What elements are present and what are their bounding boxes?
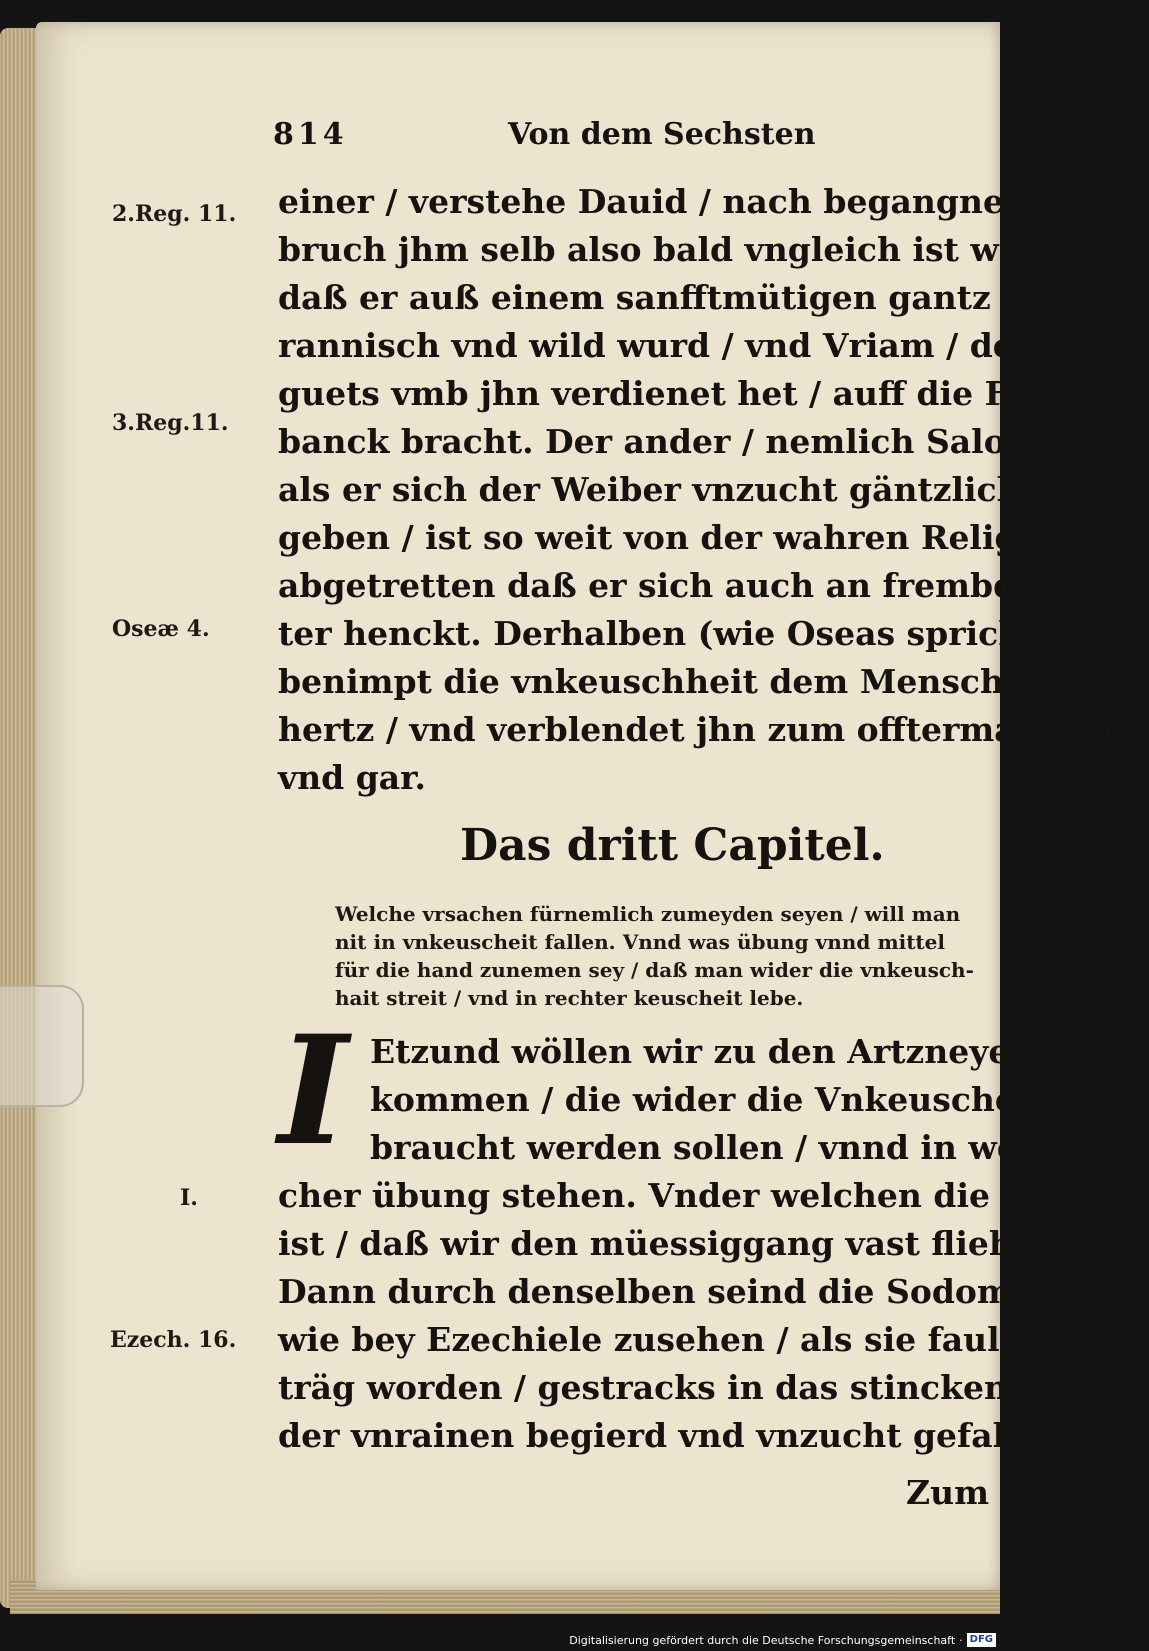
text-line: rannisch vnd wild wurd / vnd Vriam / der vil (278, 326, 1087, 365)
summary-line: nit in vnkeuscheit fallen. Vnnd was übung vnnd mittel (335, 930, 945, 954)
chapter-title: Das dritt Capitel. (460, 820, 885, 871)
running-title: Von dem Sechsten (508, 117, 816, 152)
text-line: bruch jhm selb also bald vngleich ist worden / (278, 230, 1130, 269)
text-line: kommen / die wider die Vnkeuscheit ge- (370, 1080, 1113, 1119)
page-number: 814 (273, 117, 348, 152)
text-line: abgetretten daß er sich auch an frembde Göt- (278, 566, 1128, 605)
summary-line: Welche vrsachen fürnemlich zumeyden seyen / will man (335, 902, 961, 926)
credit-text: Digitalisierung gefördert durch die Deutsche Forschungsgemeinschaft (569, 1633, 956, 1647)
page-clip (0, 985, 84, 1107)
text-line: wie bey Ezechiele zusehen / als sie faul vnnd (278, 1320, 1102, 1359)
summary-line: hait streit / vnd in rechter keuscheit lebe. (335, 986, 804, 1010)
margin-note: Oseæ 4. (112, 616, 210, 642)
text-line: als er sich der Weiber vnzucht gäntzlich er- (278, 470, 1085, 509)
text-line: träg worden / gestracks in das stinckend laster (278, 1368, 1149, 1407)
margin-note: I. (180, 1185, 198, 1211)
text-line: einer / verstehe Dauid / nach begangnem Ee- (278, 182, 1111, 221)
text-line: vnd gar. (278, 758, 427, 797)
text-line: braucht werden sollen / vnnd in werckli- (370, 1128, 1117, 1167)
summary-line: für die hand zunemen sey / daß man wider die vnkeusch- (335, 958, 974, 982)
text-line: hertz / vnd verblendet jhn zum offtermal gantz (278, 710, 1143, 749)
text-line: banck bracht. Der ander / nemlich Salomon / (278, 422, 1111, 461)
margin-note: 3.Reg.11. (112, 410, 229, 436)
text-line: daß er auß einem sanfftmütigen gantz Ty- (278, 278, 1056, 317)
margin-note: 2.Reg. 11. (112, 201, 237, 227)
text-line: ter henckt. Derhalben (wie Oseas spricht) (278, 614, 1054, 653)
text-line: der vnrainen begierd vnd vnzucht gefallen. (278, 1416, 1075, 1455)
text-line: cher übung stehen. Vnder welchen die Erst (278, 1176, 1078, 1215)
text-line: geben / ist so weit von der wahren Religion (278, 518, 1077, 557)
text-line: guets vmb jhn verdienet het / auff die Flaisch- (278, 374, 1131, 413)
margin-note: Ezech. 16. (110, 1327, 237, 1353)
text-line: Dann durch denselben seind die Sodomiter / (278, 1272, 1102, 1311)
text-line: benimpt die vnkeuschheit dem Menschen das (278, 662, 1124, 701)
text-line: ist / daß wir den müessiggang vast fliehen. (278, 1224, 1070, 1263)
credit-separator: · (959, 1633, 963, 1647)
digitization-credit (569, 1632, 996, 1648)
drop-cap-initial: I (278, 1003, 349, 1179)
dfg-logo: DFG (967, 1633, 996, 1647)
text-line: Etzund wöllen wir zu den Artzneyen (370, 1032, 1034, 1071)
catchword: Zum (906, 1473, 989, 1512)
